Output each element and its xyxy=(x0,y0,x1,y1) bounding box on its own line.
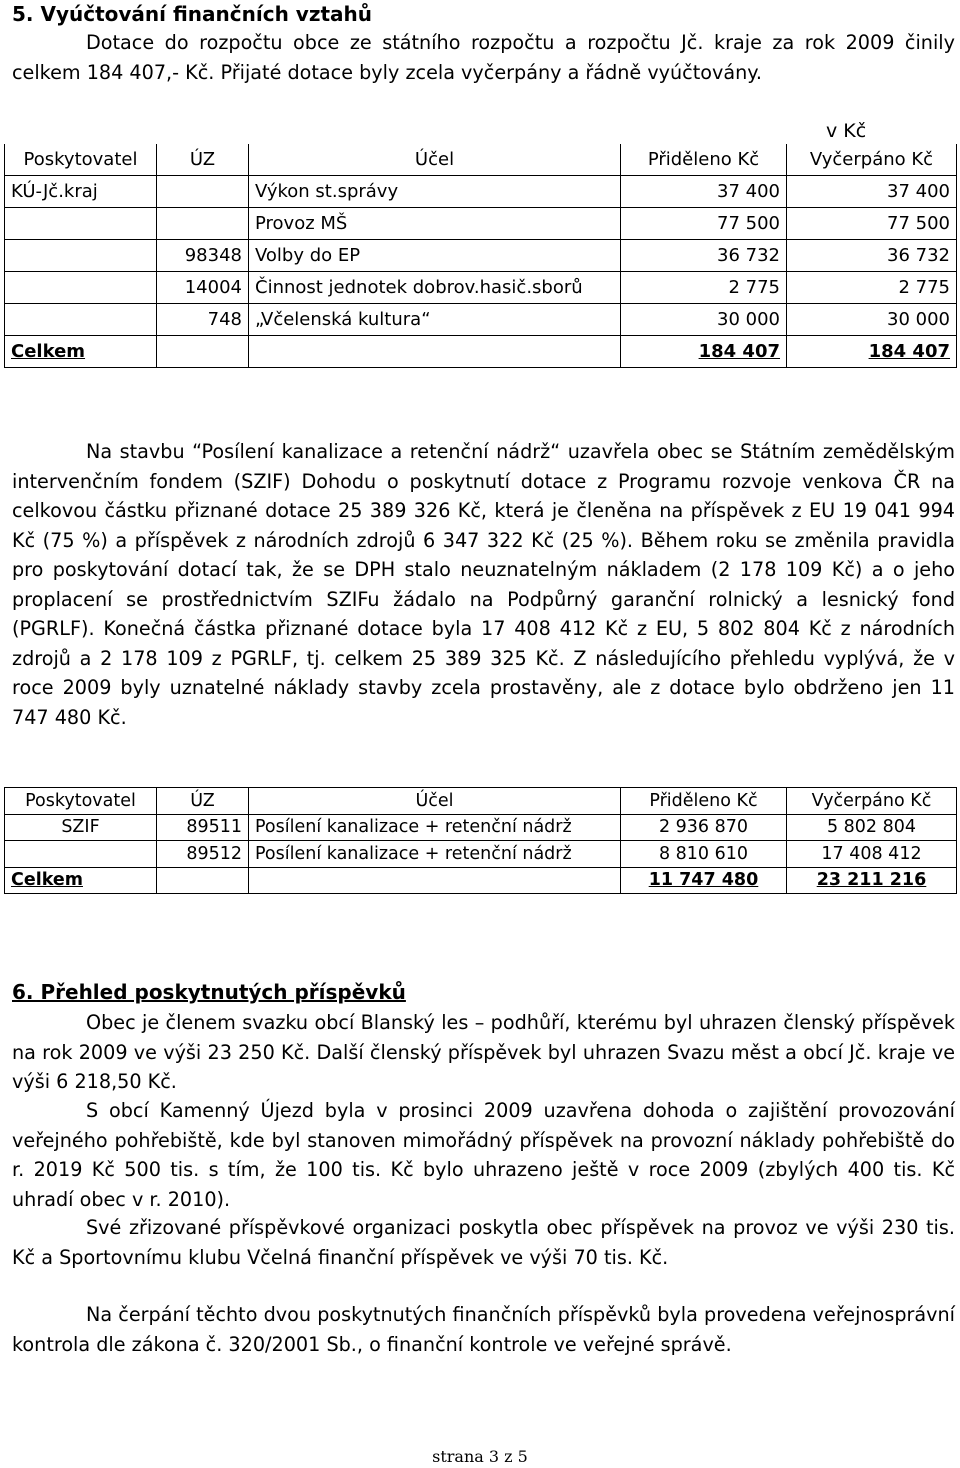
cell-purpose: Provoz MŠ xyxy=(249,208,621,240)
section-6-heading: 6. Přehled poskytnutých příspěvků xyxy=(12,980,406,1004)
cell-spent: 30 000 xyxy=(787,304,957,336)
cell-uz xyxy=(157,176,249,208)
szif-table xyxy=(4,787,957,894)
cell-spent: 17 408 412 xyxy=(787,841,957,868)
cell-uz: 748 xyxy=(157,304,249,336)
cell-uz: 98348 xyxy=(157,240,249,272)
table-row xyxy=(5,841,957,868)
contribution-paragraph-3: Své zřizované příspěvkové organizaci poskytla obec příspěvek na provoz ve výši 230 tis. Kč a Sportovnímu klubu Včelná finanční příspěvek ve výši 70 tis. Kč. xyxy=(12,1216,955,1269)
cell-purpose: Posílení kanalizace + retenční nádrž xyxy=(249,841,621,868)
cell-allocated: 37 400 xyxy=(621,176,787,208)
table-header-row xyxy=(5,144,957,176)
header-prideleno: Přiděleno Kč xyxy=(621,788,787,815)
section-5-heading: 5. Vyúčtování finančních vztahů xyxy=(12,2,372,26)
cell-purpose: Posílení kanalizace + retenční nádrž xyxy=(249,814,621,841)
cell-purpose: Výkon st.správy xyxy=(249,176,621,208)
header-vycerpano: Vyčerpáno Kč xyxy=(787,788,957,815)
unit-label: v Kč xyxy=(826,120,867,142)
cell-spent: 37 400 xyxy=(787,176,957,208)
cell-uz: 89511 xyxy=(157,814,249,841)
cell-purpose: Činnost jednotek dobrov.hasič.sborů xyxy=(249,272,621,304)
cell-purpose: „Včelenská kultura“ xyxy=(249,304,621,336)
cell-total-spent: 23 211 216 xyxy=(787,867,957,894)
table-total-row xyxy=(5,336,957,368)
cell-allocated: 8 810 610 xyxy=(621,841,787,868)
cell-total-allocated: 11 747 480 xyxy=(621,867,787,894)
table-row xyxy=(5,240,957,272)
cell-spent: 77 500 xyxy=(787,208,957,240)
cell-empty xyxy=(157,867,249,894)
cell-spent: 2 775 xyxy=(787,272,957,304)
cell-allocated: 2 936 870 xyxy=(621,814,787,841)
header-ucel: Účel xyxy=(249,144,621,176)
cell-provider: KÚ-Jč.kraj xyxy=(5,176,157,208)
contribution-paragraph-2: S obcí Kamenný Újezd byla v prosinci 2009 uzavřena dohoda o zajištění provozování veřejného pohřebiště, kde byl stanoven mimořádný příspěvek na provozní náklady pohřebiště do r. 2019 Kč 500 tis. s tím, že 100 tis. Kč bylo uhrazeno ještě v roce 2009 (zbylých 400 tis. Kč uhradí obec v r. 2010). xyxy=(12,1099,955,1211)
table-header-row xyxy=(5,788,957,815)
table-row xyxy=(5,272,957,304)
page-number: strana 3 z 5 xyxy=(432,1447,528,1466)
cell-provider xyxy=(5,304,157,336)
cell-total-allocated: 184 407 xyxy=(621,336,787,368)
cell-empty xyxy=(249,336,621,368)
table-row xyxy=(5,814,957,841)
cell-allocated: 30 000 xyxy=(621,304,787,336)
table-total-row xyxy=(5,867,957,894)
contribution-paragraph-1: Obec je členem svazku obcí Blanský les – podhůří, kterému byl uhrazen členský příspěvek na rok 2009 ve výši 23 250 Kč. Další členský příspěvek byl uhrazen Svazu měst a obcí Jč. kraje ve výši 6 218,50 Kč. xyxy=(12,1011,955,1093)
cell-provider xyxy=(5,841,157,868)
cell-spent: 36 732 xyxy=(787,240,957,272)
header-ucel: Účel xyxy=(249,788,621,815)
cell-empty xyxy=(249,867,621,894)
grants-table xyxy=(4,144,957,368)
header-vycerpano: Vyčerpáno Kč xyxy=(787,144,957,176)
header-uz: ÚZ xyxy=(157,144,249,176)
cell-total-spent: 184 407 xyxy=(787,336,957,368)
cell-provider xyxy=(5,240,157,272)
cell-allocated: 77 500 xyxy=(621,208,787,240)
cell-total-label: Celkem xyxy=(5,336,157,368)
table-row xyxy=(5,304,957,336)
table-row xyxy=(5,176,957,208)
cell-uz xyxy=(157,208,249,240)
cell-uz: 89512 xyxy=(157,841,249,868)
cell-total-label: Celkem xyxy=(5,867,157,894)
cell-empty xyxy=(157,336,249,368)
cell-provider: SZIF xyxy=(5,814,157,841)
header-prideleno: Přiděleno Kč xyxy=(621,144,787,176)
header-poskytovatel: Poskytovatel xyxy=(5,788,157,815)
cell-uz: 14004 xyxy=(157,272,249,304)
cell-allocated: 36 732 xyxy=(621,240,787,272)
cell-provider xyxy=(5,208,157,240)
cell-provider xyxy=(5,272,157,304)
header-uz: ÚZ xyxy=(157,788,249,815)
cell-spent: 5 802 804 xyxy=(787,814,957,841)
cell-allocated: 2 775 xyxy=(621,272,787,304)
szif-paragraph: Na stavbu “Posílení kanalizace a retenční nádrž“ uzavřela obec se Státním zemědělským intervenčním fondem (SZIF) Dohodu o poskytnutí dotace z Programu rozvoje venkova ČR na celkovou částku přiznané dotace 25 389 326 Kč, která je členěna na příspěvek z EU 19 041 994 Kč (75 %) a příspěvek z národních zdrojů 6 347 322 Kč (25 %). Během roku se změnila pravidla pro poskytování dotací tak, že se DPH stalo neuznatelným nákladem (2 178 109 Kč) a o jeho proplacení se prostřednictvím SZIFu žádalo na Podpůrný garanční rolnický a lesnický fond (PGRLF). Konečná částka přiznané dotace byla 17 408 412 Kč z EU, 5 802 804 Kč z národních zdrojů a 2 178 109 z PGRLF, tj. celkem 25 389 325 Kč. Z následujícího přehledu vyplývá, že v roce 2009 byly uznatelné náklady stavby zcela prostavěny, ale z dotace bylo obdrženo jen 11 747 480 Kč. xyxy=(12,440,955,729)
cell-purpose: Volby do EP xyxy=(249,240,621,272)
section-5-intro: Dotace do rozpočtu obce ze státního rozpočtu a rozpočtu Jč. kraje za rok 2009 činily celkem 184 407,- Kč. Přijaté dotace byly zcela vyčerpány a řádně vyúčtovány. xyxy=(12,31,955,84)
contribution-paragraph-4: Na čerpání těchto dvou poskytnutých finančních příspěvků byla provedena veřejnosprávní kontrola dle zákona č. 320/2001 Sb., o finanční kontrole ve veřejné správě. xyxy=(12,1303,955,1356)
table-row xyxy=(5,208,957,240)
header-poskytovatel: Poskytovatel xyxy=(5,144,157,176)
